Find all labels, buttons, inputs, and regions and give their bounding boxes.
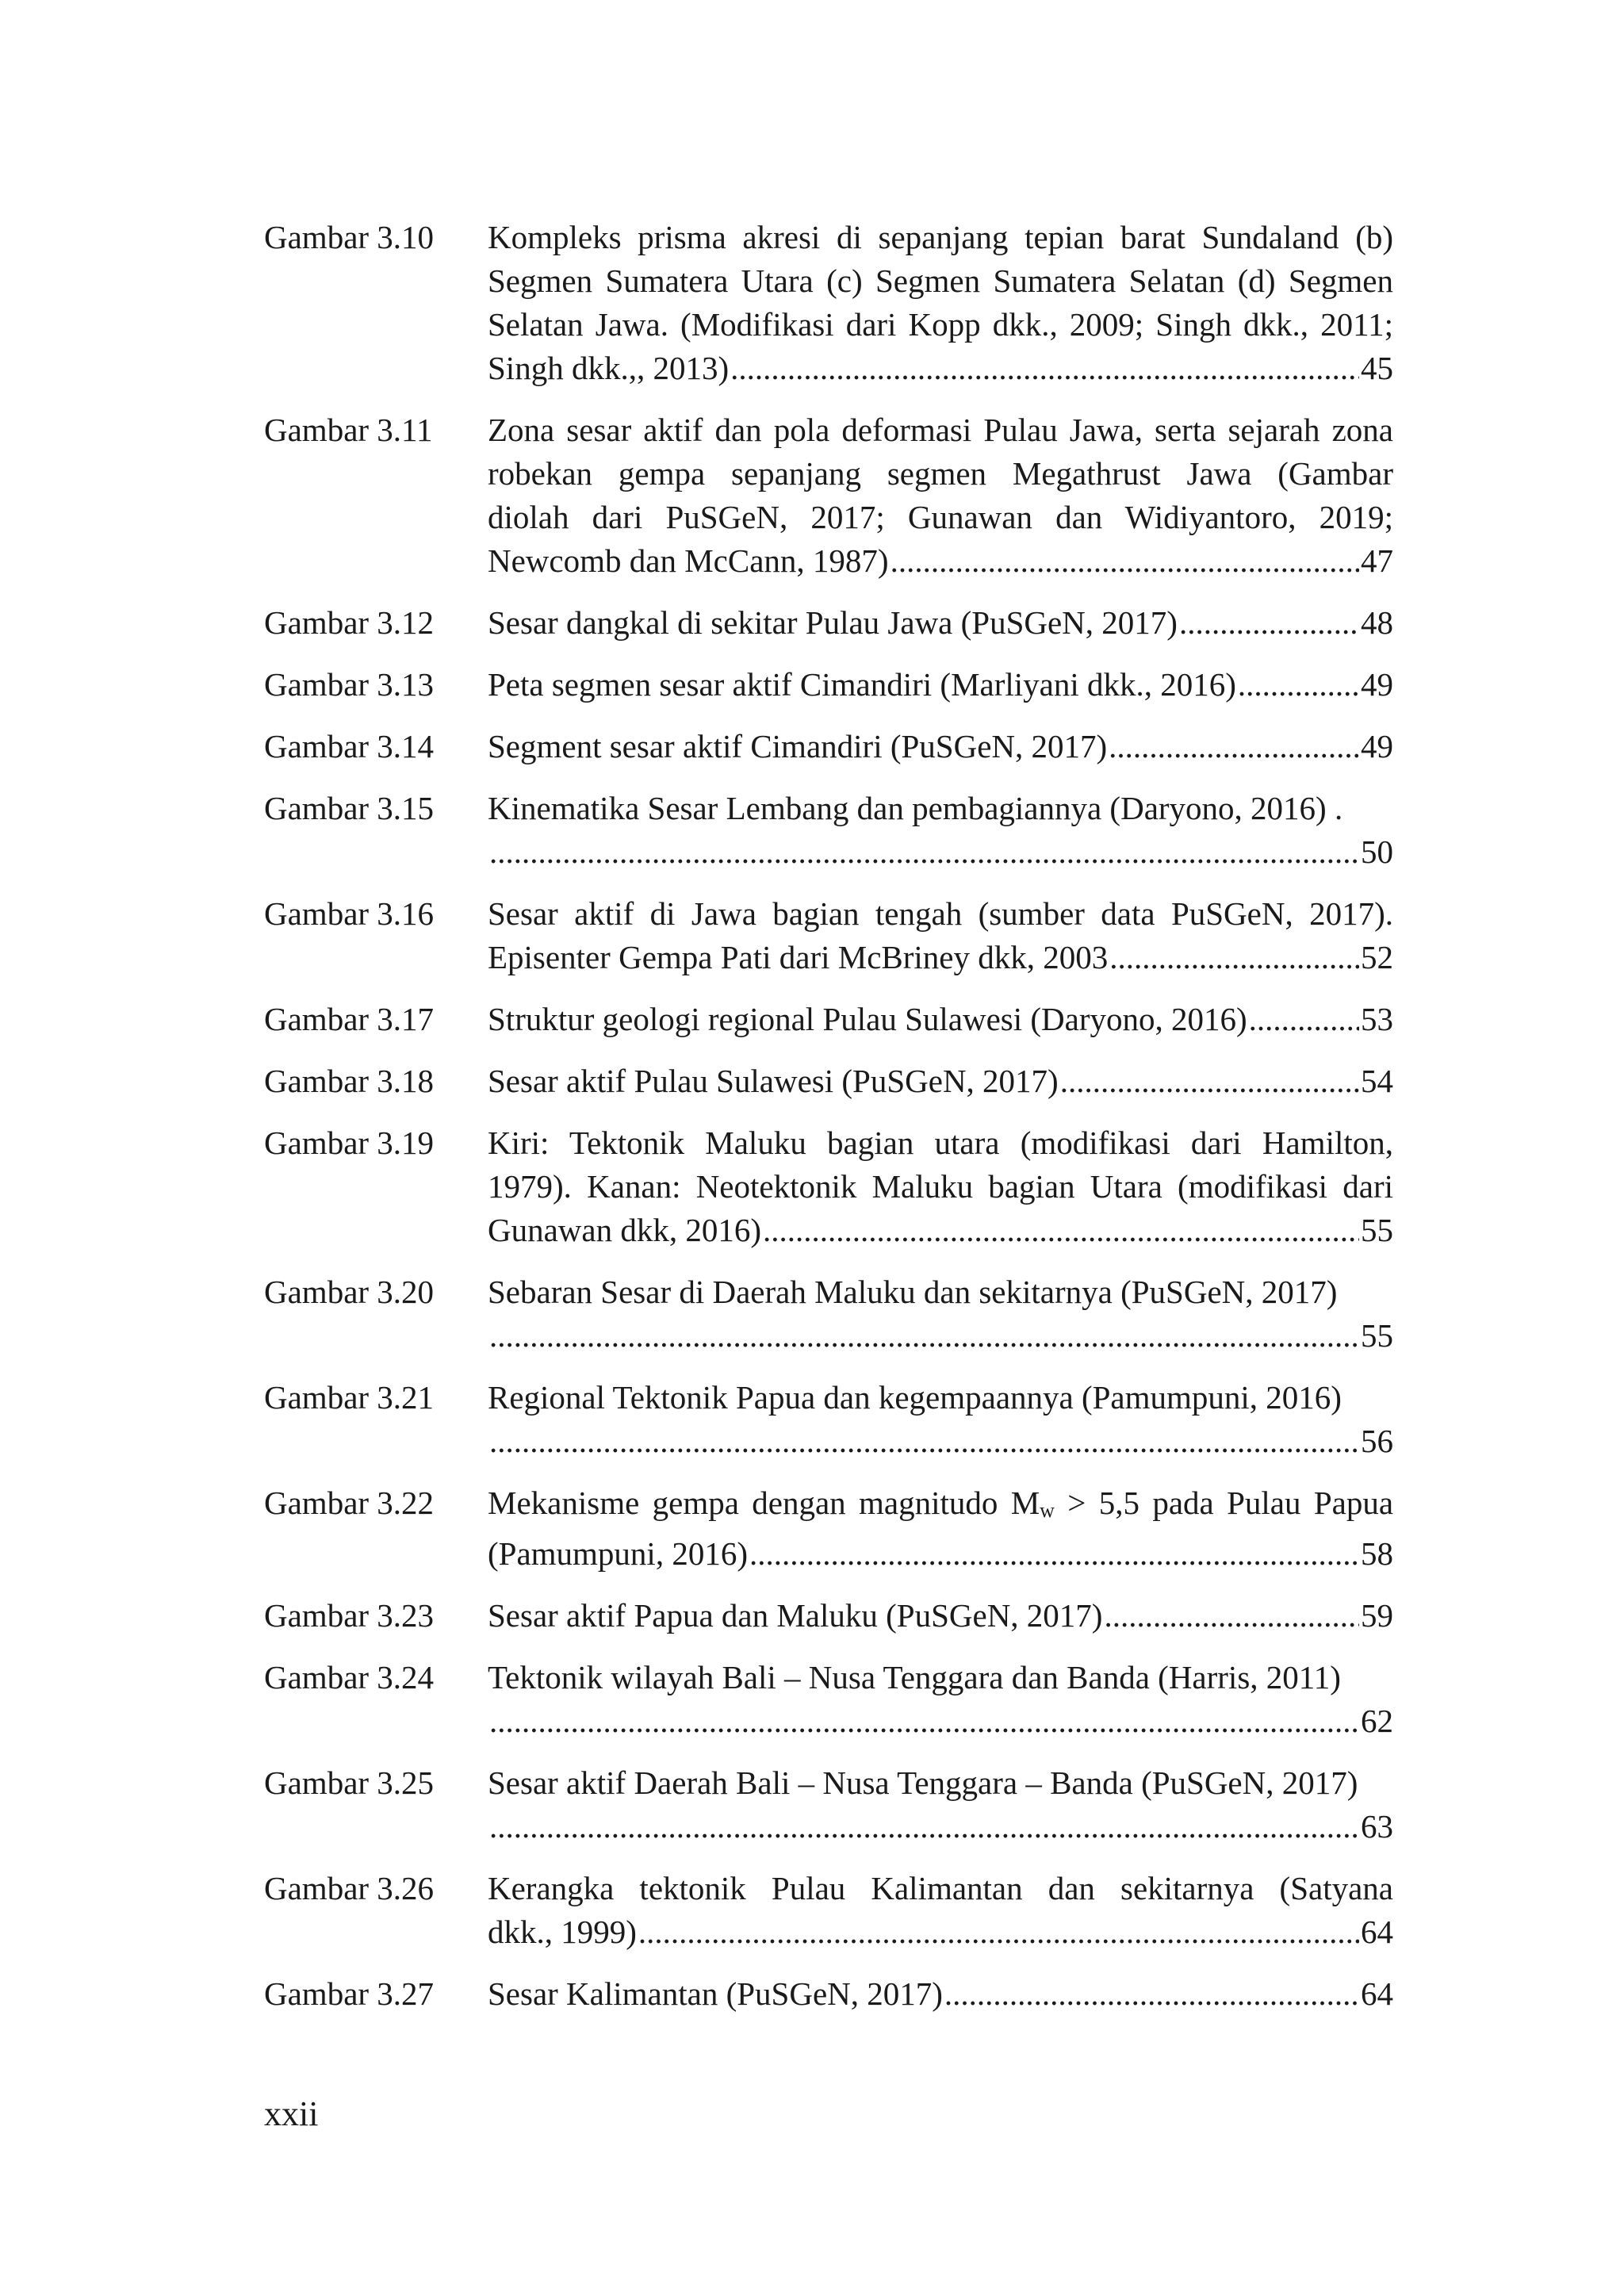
entry-line: Sesar aktif Daerah Bali – Nusa Tenggara – Banda (PuSGeN, 2017) <box>488 1764 1358 1801</box>
toc-entry <box>264 892 1393 979</box>
entry-leader-line <box>488 1209 1393 1252</box>
dot-leader <box>638 1910 1359 1954</box>
toc-entry <box>264 1656 1393 1743</box>
figure-label: Gambar 3.22 <box>264 1485 435 1521</box>
toc-entry <box>264 1270 1393 1358</box>
entry-line: Gunawan dkk, 2016) <box>488 1212 762 1248</box>
entry-leader-line <box>488 1910 1393 1954</box>
entry-line: robekan gempa sepanjang segmen Megathrust Jawa (Gambar <box>488 455 1393 492</box>
toc-entry <box>264 1972 1393 2016</box>
figure-label: Gambar 3.23 <box>264 1597 435 1634</box>
entry-line: Singh dkk.,, 2013) <box>488 350 730 386</box>
entry-leader-line <box>488 1532 1393 1576</box>
page-number: 50 <box>1361 833 1393 870</box>
figure-label: Gambar 3.19 <box>264 1125 435 1161</box>
entry-body <box>488 1121 1393 1252</box>
dot-leader <box>1060 1059 1359 1103</box>
entry-leader-line <box>488 725 1393 768</box>
entry-body <box>488 216 1393 390</box>
dot-leader <box>891 539 1359 583</box>
entry-line: Regional Tektonik Papua dan kegempaannya (Pamumpuni, 2016) <box>488 1379 1342 1416</box>
toc-entry <box>264 998 1393 1041</box>
page-number: 55 <box>1361 1317 1393 1354</box>
dot-leader <box>489 1699 1359 1743</box>
entry-line: Tektonik wilayah Bali – Nusa Tenggara dan Banda (Harris, 2011) <box>488 1659 1341 1695</box>
page-number: 48 <box>1361 604 1393 641</box>
entry-line: Kiri: Tektonik Maluku bagian utara (modifikasi dari Hamilton, <box>488 1125 1393 1161</box>
entry-line: Struktur geologi regional Pulau Sulawesi (Daryono, 2016) <box>488 1001 1247 1037</box>
page-number: 64 <box>1361 1975 1393 2012</box>
entry-line: Selatan Jawa. (Modifikasi dari Kopp dkk., 2009; Singh dkk., 2011; <box>488 306 1393 343</box>
toc-entry <box>264 787 1393 874</box>
entry-body <box>488 663 1393 707</box>
dot-leader <box>1109 936 1359 979</box>
entry-line: Kinematika Sesar Lembang dan pembagiannya (Daryono, 2016) . <box>488 790 1343 826</box>
figure-label: Gambar 3.11 <box>264 412 433 448</box>
entry-leader-line <box>488 1420 1393 1463</box>
page-number: 58 <box>1361 1535 1393 1572</box>
entry-leader-line <box>488 663 1393 707</box>
entry-line: Segment sesar aktif Cimandiri (PuSGeN, 2017) <box>488 728 1108 764</box>
page-number: 53 <box>1361 1001 1393 1037</box>
entry-leader-line <box>488 830 1393 874</box>
toc-entry <box>264 1376 1393 1463</box>
figure-label: Gambar 3.25 <box>264 1764 435 1801</box>
dot-leader <box>489 1805 1359 1849</box>
entry-line: Sesar Kalimantan (PuSGeN, 2017) <box>488 1975 943 2012</box>
toc-entry <box>264 1867 1393 1954</box>
toc-entry <box>264 663 1393 707</box>
entry-leader-line <box>488 1699 1393 1743</box>
page-number: 55 <box>1361 1212 1393 1248</box>
entry-leader-line <box>488 998 1393 1041</box>
figure-label: Gambar 3.17 <box>264 1001 435 1037</box>
dot-leader <box>1238 663 1359 707</box>
entry-line: Kompleks prisma akresi di sepanjang tepian barat Sundaland (b) <box>488 219 1393 255</box>
entry-body <box>488 1867 1393 1954</box>
figure-label: Gambar 3.26 <box>264 1870 435 1906</box>
dot-leader <box>489 1420 1359 1463</box>
page-folio: xxii <box>264 2094 319 2133</box>
figure-label: Gambar 3.18 <box>264 1063 435 1099</box>
toc-entry <box>264 1594 1393 1638</box>
figure-label: Gambar 3.16 <box>264 895 435 932</box>
entry-body <box>488 787 1393 874</box>
dot-leader <box>1109 725 1359 768</box>
dot-leader <box>763 1209 1359 1252</box>
entry-body <box>488 1761 1393 1849</box>
toc-entry <box>264 601 1393 645</box>
figure-label: Gambar 3.14 <box>264 728 435 764</box>
entry-body <box>488 1656 1393 1743</box>
entry-leader-line <box>488 1059 1393 1103</box>
toc-entry <box>264 1481 1393 1576</box>
page-number: 54 <box>1361 1063 1393 1099</box>
entry-line: Zona sesar aktif dan pola deformasi Pulau Jawa, serta sejarah zona <box>488 412 1393 448</box>
entry-line: Sebaran Sesar di Daerah Maluku dan sekitarnya (PuSGeN, 2017) <box>488 1274 1338 1310</box>
figure-label: Gambar 3.24 <box>264 1659 435 1695</box>
entry-line: Segmen Sumatera Utara (c) Segmen Sumatera Selatan (d) Segmen <box>488 262 1393 299</box>
entry-line: Episenter Gempa Pati dari McBriney dkk, 2003 <box>488 939 1109 975</box>
entry-body <box>488 725 1393 768</box>
figure-label: Gambar 3.21 <box>264 1379 435 1416</box>
entry-text: > 5,5 pada Pulau Papua <box>1054 1485 1394 1521</box>
entry-line <box>488 1481 1393 1532</box>
entry-line: Sesar aktif Pulau Sulawesi (PuSGeN, 2017) <box>488 1063 1059 1099</box>
entry-body <box>488 1270 1393 1358</box>
page-number: 64 <box>1361 1914 1393 1950</box>
entry-line: Kerangka tektonik Pulau Kalimantan dan sekitarnya (Satyana <box>488 1870 1393 1906</box>
entry-leader-line <box>488 1972 1393 2016</box>
dot-leader <box>1179 601 1359 645</box>
page-number: 47 <box>1361 542 1393 579</box>
entry-body <box>488 601 1393 645</box>
figure-label: Gambar 3.12 <box>264 604 435 641</box>
entry-body <box>488 998 1393 1041</box>
dot-leader <box>1104 1594 1359 1638</box>
entry-line: Peta segmen sesar aktif Cimandiri (Marliyani dkk., 2016) <box>488 666 1236 703</box>
dot-leader <box>944 1972 1359 2016</box>
page-number: 45 <box>1361 350 1393 386</box>
toc-entry <box>264 725 1393 768</box>
dot-leader <box>749 1532 1359 1576</box>
figure-label: Gambar 3.15 <box>264 790 435 826</box>
page-number: 49 <box>1361 728 1393 764</box>
entry-body <box>488 1376 1393 1463</box>
dot-leader <box>1249 998 1359 1041</box>
figure-label: Gambar 3.13 <box>264 666 435 703</box>
entry-line: dkk., 1999) <box>488 1914 637 1950</box>
entry-line: 1979). Kanan: Neotektonik Maluku bagian Utara (modifikasi dari <box>488 1168 1393 1205</box>
toc-entry <box>264 1761 1393 1849</box>
page-number: 63 <box>1361 1808 1393 1845</box>
entry-leader-line <box>488 1314 1393 1358</box>
entry-body <box>488 892 1393 979</box>
entry-leader-line <box>488 601 1393 645</box>
entry-leader-line <box>488 1805 1393 1849</box>
toc-entry <box>264 216 1393 390</box>
entry-text: Mekanisme gempa dengan magnitudo M <box>488 1485 1040 1521</box>
entry-line: Newcomb dan McCann, 1987) <box>488 542 889 579</box>
entry-body <box>488 1059 1393 1103</box>
toc-entry <box>264 1121 1393 1252</box>
entry-body <box>488 1594 1393 1638</box>
entry-line: diolah dari PuSGeN, 2017; Gunawan dan Widiyantoro, 2019; <box>488 499 1393 535</box>
page-number: 59 <box>1361 1597 1393 1634</box>
page-number: 62 <box>1361 1703 1393 1739</box>
entry-leader-line <box>488 1594 1393 1638</box>
entry-leader-line <box>488 936 1393 979</box>
magnitude-subscript: w <box>1040 1499 1055 1522</box>
dot-leader <box>730 347 1359 390</box>
entry-body <box>488 1972 1393 2016</box>
toc-entry <box>264 1059 1393 1103</box>
entry-leader-line <box>488 347 1393 390</box>
entry-body <box>488 408 1393 583</box>
figure-label: Gambar 3.10 <box>264 219 435 255</box>
toc-entry <box>264 408 1393 583</box>
page-number: 56 <box>1361 1423 1393 1459</box>
page-number: 49 <box>1361 666 1393 703</box>
entry-line: Sesar aktif Papua dan Maluku (PuSGeN, 2017) <box>488 1597 1103 1634</box>
dot-leader <box>489 830 1359 874</box>
entry-line: Sesar aktif di Jawa bagian tengah (sumber data PuSGeN, 2017). <box>488 895 1393 932</box>
entry-line: Sesar dangkal di sekitar Pulau Jawa (PuSGeN, 2017) <box>488 604 1178 641</box>
entry-leader-line <box>488 539 1393 583</box>
page-number: 52 <box>1361 939 1393 975</box>
dot-leader <box>489 1314 1359 1358</box>
figure-label: Gambar 3.20 <box>264 1274 435 1310</box>
figure-label: Gambar 3.27 <box>264 1975 435 2012</box>
entry-line: (Pamumpuni, 2016) <box>488 1535 748 1572</box>
entry-body <box>488 1481 1393 1576</box>
list-of-figures <box>264 216 1393 2016</box>
